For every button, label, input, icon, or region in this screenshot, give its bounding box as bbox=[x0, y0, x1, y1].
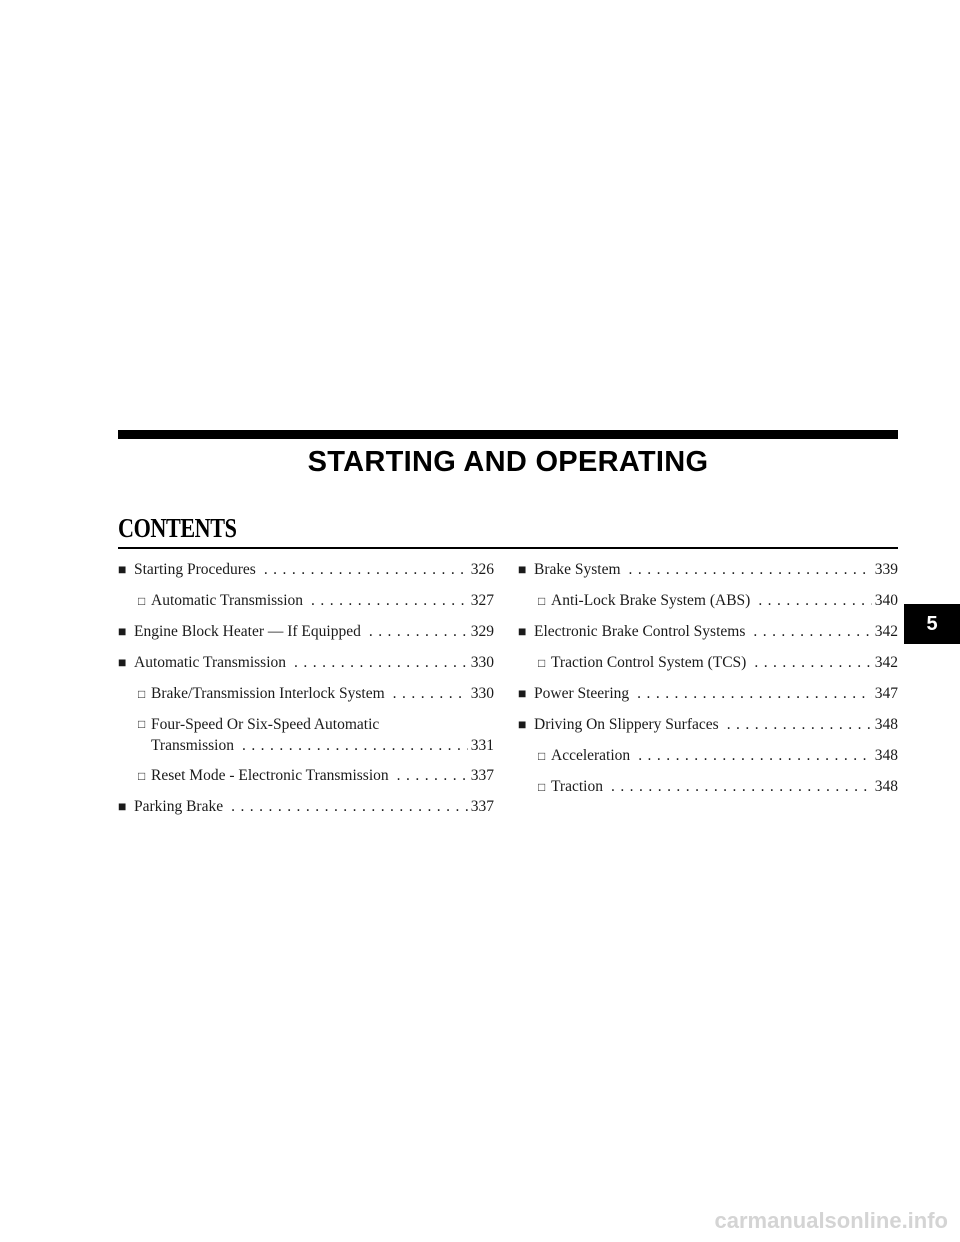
watermark: carmanualsonline.info bbox=[714, 1208, 948, 1233]
toc-entry-page: 327 bbox=[470, 592, 494, 609]
hollow-square-bullet-icon: □ bbox=[138, 687, 146, 701]
toc-entry-page: 330 bbox=[470, 654, 494, 671]
toc-entry-title: Traction bbox=[551, 778, 603, 795]
toc-entry-title: Parking Brake bbox=[134, 798, 224, 815]
toc-entry-title-continued: Transmission bbox=[151, 737, 234, 754]
dot-leader bbox=[294, 653, 468, 672]
toc-entry-page: 342 bbox=[874, 654, 898, 671]
contents-heading: CONTENTS bbox=[118, 513, 237, 543]
filled-square-bullet-icon: ■ bbox=[518, 718, 527, 733]
toc-entry-page: 348 bbox=[874, 778, 898, 795]
dot-leader bbox=[753, 622, 871, 641]
filled-square-bullet-icon: ■ bbox=[518, 625, 527, 640]
toc-entry-four-six-speed-automatic[interactable] bbox=[118, 715, 494, 755]
toc-entry-page: 337 bbox=[470, 798, 494, 815]
toc-entry-page: 342 bbox=[874, 623, 898, 640]
hollow-square-bullet-icon: □ bbox=[138, 717, 146, 731]
toc-entry-brake-transmission-interlock[interactable] bbox=[118, 684, 494, 704]
toc-entry-parking-brake[interactable] bbox=[118, 797, 494, 817]
hollow-square-bullet-icon: □ bbox=[538, 594, 546, 608]
toc-entry-title: Brake/Transmission Interlock System bbox=[151, 685, 385, 702]
dot-leader bbox=[393, 684, 468, 703]
toc-entry-page: 337 bbox=[470, 767, 494, 784]
dot-leader bbox=[638, 746, 872, 765]
toc-entry-page: 347 bbox=[874, 685, 898, 702]
toc-entry-reset-mode[interactable] bbox=[118, 766, 494, 786]
toc-entry-title: Automatic Transmission bbox=[151, 592, 304, 609]
toc-entry-page: 348 bbox=[874, 747, 898, 764]
hollow-square-bullet-icon: □ bbox=[538, 780, 546, 794]
toc-entry-title: Anti-Lock Brake System (ABS) bbox=[551, 592, 751, 609]
toc-entry-title: Brake System bbox=[534, 561, 621, 578]
dot-leader bbox=[754, 653, 871, 672]
toc-entry-title: Starting Procedures bbox=[134, 561, 256, 578]
hollow-square-bullet-icon: □ bbox=[138, 769, 146, 783]
toc-entry-page: 326 bbox=[470, 561, 494, 578]
hollow-square-bullet-icon: □ bbox=[538, 656, 546, 670]
dot-leader bbox=[311, 591, 468, 610]
toc-entry-title: Driving On Slippery Surfaces bbox=[534, 716, 719, 733]
toc-entry-starting-procedures[interactable] bbox=[118, 560, 494, 580]
filled-square-bullet-icon: ■ bbox=[118, 563, 127, 578]
dot-leader bbox=[727, 715, 872, 734]
toc-entry-brake-system[interactable] bbox=[518, 560, 898, 580]
toc-entry-traction-control-system[interactable] bbox=[518, 653, 898, 673]
dot-leader bbox=[369, 622, 468, 641]
dot-leader bbox=[397, 766, 468, 785]
dot-leader bbox=[242, 736, 468, 755]
chapter-tab: 5 bbox=[904, 604, 960, 644]
toc-entry-title: Power Steering bbox=[534, 685, 630, 702]
toc-entry-title: Engine Block Heater — If Equipped bbox=[134, 623, 361, 640]
toc-entry-driving-slippery-surfaces[interactable] bbox=[518, 715, 898, 735]
toc-entry-title: Automatic Transmission bbox=[134, 654, 287, 671]
hollow-square-bullet-icon: □ bbox=[538, 749, 546, 763]
filled-square-bullet-icon: ■ bbox=[518, 563, 527, 578]
toc-entry-traction[interactable] bbox=[518, 777, 898, 797]
toc-entry-electronic-brake-control[interactable] bbox=[518, 622, 898, 642]
toc-entry-page: 329 bbox=[470, 623, 494, 640]
toc-entry-title: Electronic Brake Control Systems bbox=[534, 623, 746, 640]
toc-entry-page: 339 bbox=[874, 561, 898, 578]
dot-leader bbox=[758, 591, 871, 610]
toc-entry-power-steering[interactable] bbox=[518, 684, 898, 704]
toc-entry-page: 330 bbox=[470, 685, 494, 702]
toc-entry-title: Acceleration bbox=[551, 747, 631, 764]
dot-leader bbox=[611, 777, 872, 796]
toc-entry-title: Four-Speed Or Six-Speed Automatic bbox=[151, 716, 380, 733]
filled-square-bullet-icon: ■ bbox=[118, 656, 127, 671]
dot-leader bbox=[231, 797, 468, 816]
contents-rule bbox=[118, 547, 898, 549]
contents-left-column bbox=[118, 560, 494, 828]
dot-leader bbox=[264, 560, 468, 579]
chapter-top-rule bbox=[118, 430, 898, 439]
contents-right-column bbox=[518, 560, 898, 808]
toc-entry-page: 340 bbox=[874, 592, 898, 609]
dot-leader bbox=[629, 560, 872, 579]
toc-entry-title: Reset Mode - Electronic Transmission bbox=[151, 767, 389, 784]
filled-square-bullet-icon: ■ bbox=[118, 625, 127, 640]
filled-square-bullet-icon: ■ bbox=[118, 800, 127, 815]
filled-square-bullet-icon: ■ bbox=[518, 687, 527, 702]
dot-leader bbox=[637, 684, 872, 703]
toc-entry-acceleration[interactable] bbox=[518, 746, 898, 766]
chapter-title: STARTING AND OPERATING bbox=[307, 446, 709, 478]
hollow-square-bullet-icon: □ bbox=[138, 594, 146, 608]
toc-entry-title: Traction Control System (TCS) bbox=[551, 654, 747, 671]
toc-entry-automatic-transmission[interactable] bbox=[118, 653, 494, 673]
toc-entry-abs[interactable] bbox=[518, 591, 898, 611]
toc-entry-page: 331 bbox=[470, 737, 494, 754]
toc-entry-engine-block-heater[interactable] bbox=[118, 622, 494, 642]
toc-entry-page: 348 bbox=[874, 716, 898, 733]
toc-entry-automatic-transmission-sub[interactable] bbox=[118, 591, 494, 611]
